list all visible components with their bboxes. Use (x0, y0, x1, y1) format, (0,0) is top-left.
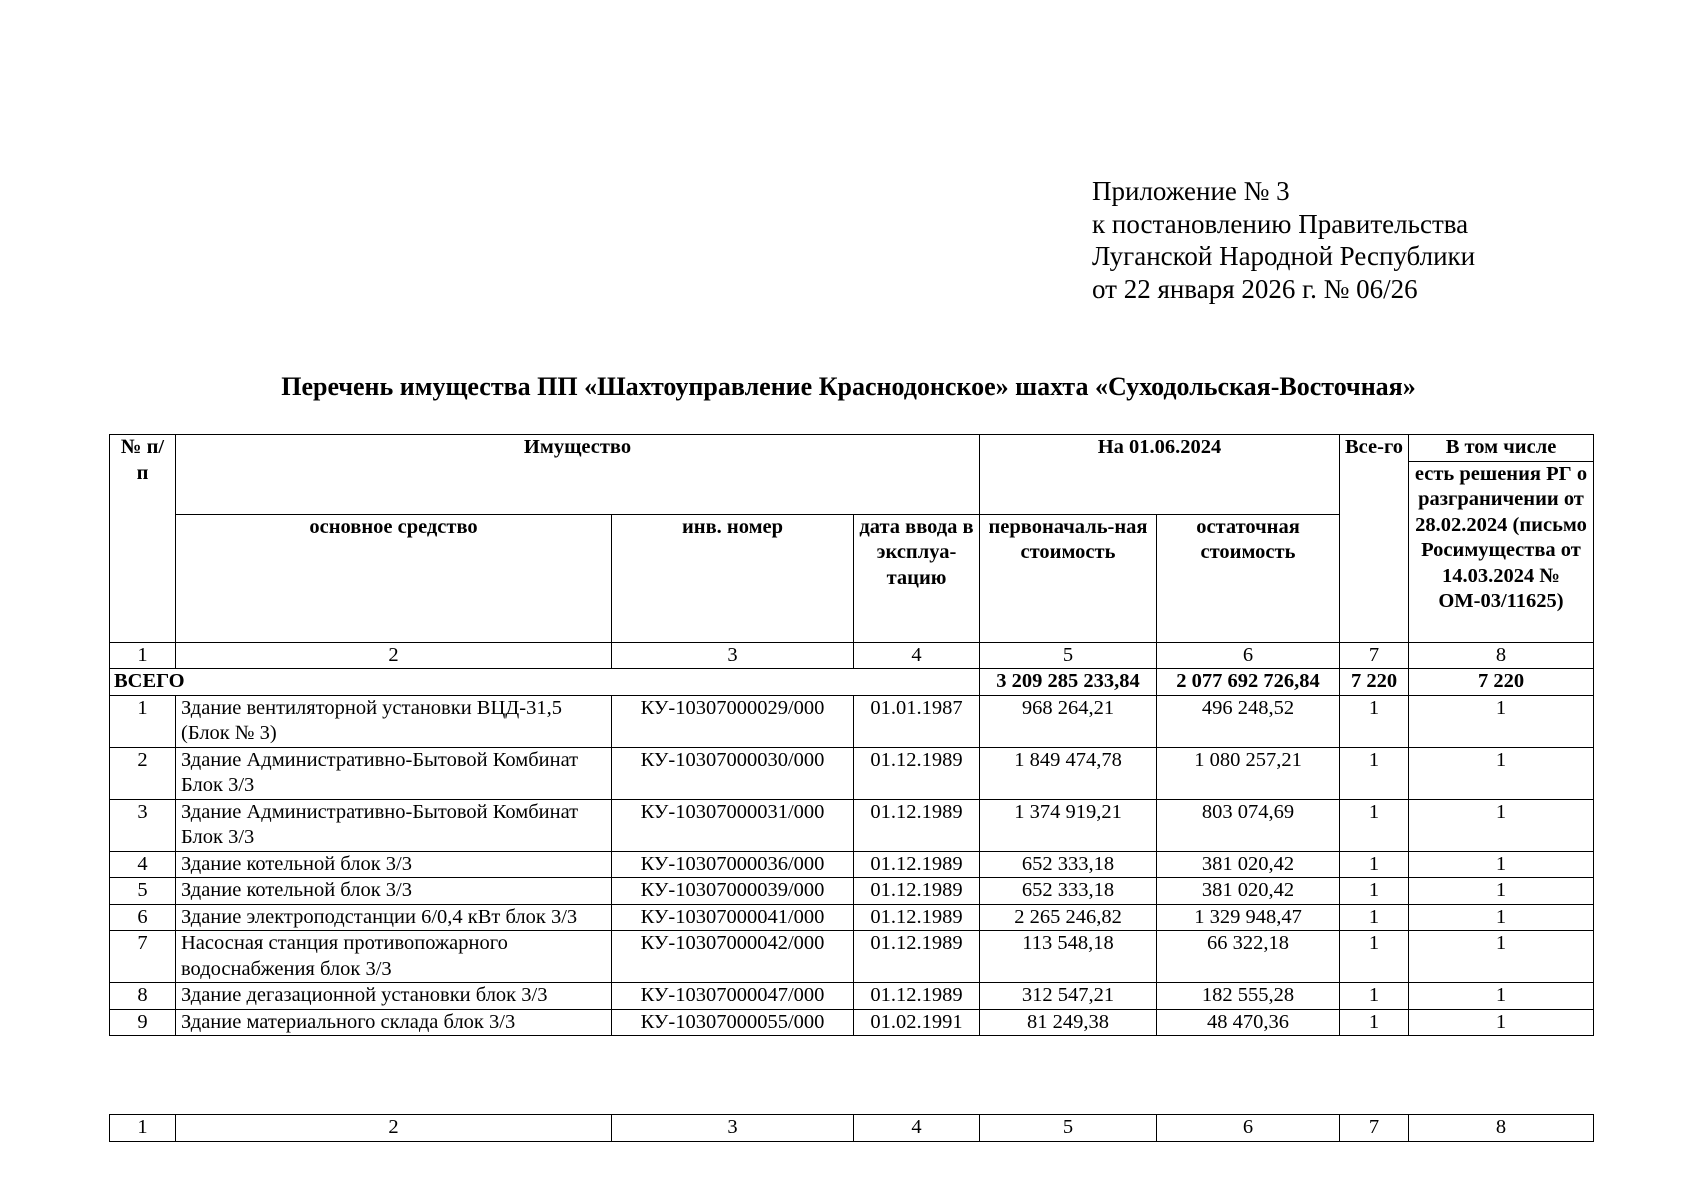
col-number: 6 (1157, 642, 1340, 669)
total-count: 1 (1340, 931, 1409, 983)
commission-date: 01.02.1991 (854, 1009, 980, 1036)
header-asof: На 01.06.2024 (980, 435, 1340, 515)
inventory-number: КУ-10307000041/000 (612, 904, 854, 931)
included-count: 1 (1409, 904, 1594, 931)
col-number: 2 (176, 1115, 612, 1142)
initial-cost: 1 374 919,21 (980, 799, 1157, 851)
row-number: 7 (110, 931, 176, 983)
commission-date: 01.12.1989 (854, 904, 980, 931)
header-num: № п/п (110, 435, 176, 643)
totals-incl: 7 220 (1409, 669, 1594, 696)
commission-date: 01.12.1989 (854, 931, 980, 983)
asset-name: Здание котельной блок 3/3 (176, 851, 612, 878)
initial-cost: 81 249,38 (980, 1009, 1157, 1036)
header-incl: В том числе (1409, 435, 1594, 462)
row-number: 4 (110, 851, 176, 878)
total-count: 1 (1340, 695, 1409, 747)
table-row (110, 799, 1594, 851)
col-number: 1 (110, 642, 176, 669)
asset-name: Здание Административно-Бытовой Комбинат Блок 3/3 (176, 799, 612, 851)
totals-label: ВСЕГО (110, 669, 980, 696)
document-title: Перечень имущества ПП «Шахтоуправление Краснодонское» шахта «Суходольская-Восточная» (281, 372, 1416, 401)
asset-name: Здание электроподстанции 6/0,4 кВт блок 3/3 (176, 904, 612, 931)
column-numbers-row (110, 642, 1594, 669)
col-number: 5 (980, 642, 1157, 669)
asset-name: Здание дегазационной установки блок 3/3 (176, 983, 612, 1010)
table-row (110, 1009, 1594, 1036)
inventory-number: КУ-10307000055/000 (612, 1009, 854, 1036)
total-count: 1 (1340, 851, 1409, 878)
residual-cost: 48 470,36 (1157, 1009, 1340, 1036)
row-number: 3 (110, 799, 176, 851)
col-number: 5 (980, 1115, 1157, 1142)
inventory-number: КУ-10307000029/000 (612, 695, 854, 747)
totals-initial: 3 209 285 233,84 (980, 669, 1157, 696)
col-number: 3 (612, 1115, 854, 1142)
continuation-header-table (109, 1114, 1594, 1142)
property-table (109, 434, 1594, 1036)
row-number: 6 (110, 904, 176, 931)
included-count: 1 (1409, 695, 1594, 747)
header-residual: остаточная стоимость (1157, 514, 1340, 642)
inventory-number: КУ-10307000047/000 (612, 983, 854, 1010)
table-row (110, 904, 1594, 931)
residual-cost: 66 322,18 (1157, 931, 1340, 983)
initial-cost: 968 264,21 (980, 695, 1157, 747)
header-date: дата ввода в эксплуа-тацию (854, 514, 980, 642)
table-row (110, 851, 1594, 878)
initial-cost: 312 547,21 (980, 983, 1157, 1010)
col-number: 8 (1409, 642, 1594, 669)
table-row (110, 695, 1594, 747)
included-count: 1 (1409, 799, 1594, 851)
appendix-line: от 22 января 2026 г. № 06/26 (1092, 273, 1418, 304)
col-number: 8 (1409, 1115, 1594, 1142)
col-number: 4 (854, 642, 980, 669)
commission-date: 01.12.1989 (854, 878, 980, 905)
inventory-number: КУ-10307000039/000 (612, 878, 854, 905)
column-numbers-row (110, 1115, 1594, 1142)
residual-cost: 182 555,28 (1157, 983, 1340, 1010)
row-number: 1 (110, 695, 176, 747)
total-count: 1 (1340, 747, 1409, 799)
total-count: 1 (1340, 878, 1409, 905)
col-number: 7 (1340, 1115, 1409, 1142)
total-count: 1 (1340, 799, 1409, 851)
col-number: 4 (854, 1115, 980, 1142)
table-row (110, 983, 1594, 1010)
asset-name: Здание материального склада блок 3/3 (176, 1009, 612, 1036)
included-count: 1 (1409, 747, 1594, 799)
included-count: 1 (1409, 878, 1594, 905)
row-number: 9 (110, 1009, 176, 1036)
table-row (110, 931, 1594, 983)
residual-cost: 381 020,42 (1157, 851, 1340, 878)
residual-cost: 1 080 257,21 (1157, 747, 1340, 799)
initial-cost: 113 548,18 (980, 931, 1157, 983)
initial-cost: 652 333,18 (980, 878, 1157, 905)
appendix-line: к постановлению Правительства (1092, 208, 1469, 239)
col-number: 7 (1340, 642, 1409, 669)
commission-date: 01.12.1989 (854, 983, 980, 1010)
col-number: 3 (612, 642, 854, 669)
appendix-block (1092, 175, 1475, 305)
inventory-number: КУ-10307000030/000 (612, 747, 854, 799)
commission-date: 01.12.1989 (854, 799, 980, 851)
included-count: 1 (1409, 983, 1594, 1010)
total-count: 1 (1340, 1009, 1409, 1036)
inventory-number: КУ-10307000036/000 (612, 851, 854, 878)
residual-cost: 803 074,69 (1157, 799, 1340, 851)
commission-date: 01.12.1989 (854, 747, 980, 799)
commission-date: 01.01.1987 (854, 695, 980, 747)
inventory-number: КУ-10307000031/000 (612, 799, 854, 851)
commission-date: 01.12.1989 (854, 851, 980, 878)
included-count: 1 (1409, 1009, 1594, 1036)
col-number: 2 (176, 642, 612, 669)
initial-cost: 2 265 246,82 (980, 904, 1157, 931)
header-asset: основное средство (176, 514, 612, 642)
included-count: 1 (1409, 851, 1594, 878)
residual-cost: 496 248,52 (1157, 695, 1340, 747)
asset-name: Насосная станция противопожарного водоснабжения блок 3/3 (176, 931, 612, 983)
col-number: 1 (110, 1115, 176, 1142)
residual-cost: 381 020,42 (1157, 878, 1340, 905)
totals-row (110, 669, 1594, 696)
inventory-number: КУ-10307000042/000 (612, 931, 854, 983)
header-incl-sub: есть решения РГ о разграничении от 28.02.2024 (письмо Росимущества от 14.03.2024 № ОМ-03/11625) (1409, 461, 1594, 642)
col-number: 6 (1157, 1115, 1340, 1142)
header-property: Имущество (176, 435, 980, 515)
header-total: Все-го (1340, 435, 1409, 643)
header-inv: инв. номер (612, 514, 854, 642)
asset-name: Здание Административно-Бытовой Комбинат Блок 3/3 (176, 747, 612, 799)
totals-residual: 2 077 692 726,84 (1157, 669, 1340, 696)
header-initial: первоначаль-ная стоимость (980, 514, 1157, 642)
total-count: 1 (1340, 904, 1409, 931)
appendix-line: Луганской Народной Республики (1092, 241, 1476, 271)
initial-cost: 1 849 474,78 (980, 747, 1157, 799)
table-row (110, 878, 1594, 905)
row-number: 2 (110, 747, 176, 799)
row-number: 5 (110, 878, 176, 905)
row-number: 8 (110, 983, 176, 1010)
residual-cost: 1 329 948,47 (1157, 904, 1340, 931)
appendix-line: Приложение № 3 (1092, 176, 1290, 206)
table-row (110, 747, 1594, 799)
asset-name: Здание котельной блок 3/3 (176, 878, 612, 905)
included-count: 1 (1409, 931, 1594, 983)
initial-cost: 652 333,18 (980, 851, 1157, 878)
totals-count: 7 220 (1340, 669, 1409, 696)
total-count: 1 (1340, 983, 1409, 1010)
asset-name: Здание вентиляторной установки ВЦД-31,5 (Блок № 3) (176, 695, 612, 747)
